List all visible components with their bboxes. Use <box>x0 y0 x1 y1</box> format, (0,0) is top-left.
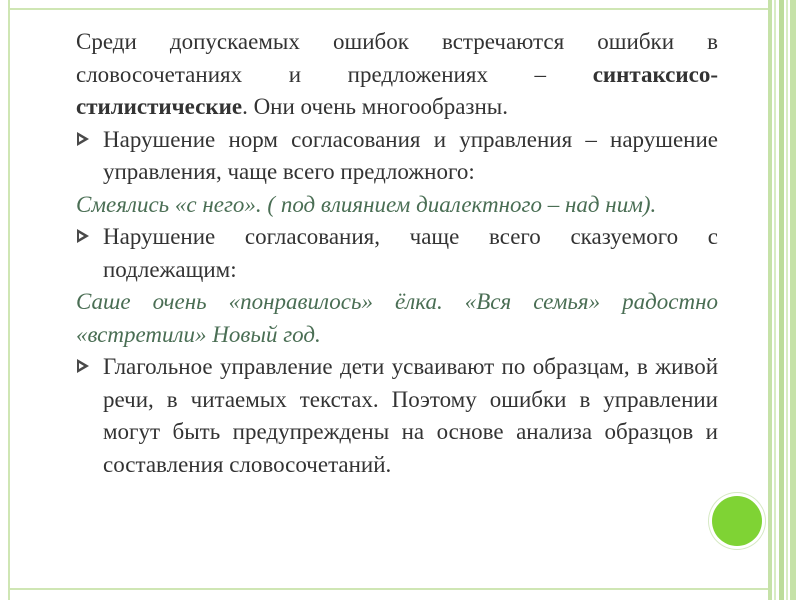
bullet-text: Глагольное управление дети усваивают по образцам, в живой речи, в читаемых текстах. Поэтому ошибки в управлении могут быть предупреждены на основе анализа образцов и составления словосочетаний. <box>103 354 718 477</box>
slide-content <box>76 26 718 481</box>
decorative-stripe <box>779 0 784 600</box>
intro-text: Среди допускаемых ошибок встречаются ошибки в словосочетаниях и предложениях – <box>76 29 718 87</box>
decorative-stripe <box>768 0 772 600</box>
intro-bold-term: синтаксисо-стилистические <box>76 61 718 119</box>
decorative-stripe <box>790 0 796 600</box>
frame-line-top <box>8 8 772 10</box>
arrow-bullet-icon <box>77 132 89 146</box>
decorative-stripe <box>786 0 788 600</box>
decorative-stripe <box>774 0 776 600</box>
bullet-text: Нарушение согласования, чаще всего сказуемого с подлежащим: <box>103 224 718 282</box>
arrow-bullet-icon <box>77 359 89 373</box>
bullet-item <box>76 124 718 189</box>
example-text: Смеялись «с него». ( под влиянием диалектного – над ним). <box>76 191 657 217</box>
intro-text-end: . Они очень многообразны. <box>242 94 508 119</box>
intro-paragraph <box>76 26 718 124</box>
bullet-item <box>76 221 718 286</box>
example-text: Саше очень «понравилось» ёлка. «Вся семья» радостно «встретили» Новый год. <box>76 289 718 347</box>
bullet-text: Нарушение норм согласования и управления – нарушение управления, чаще всего предложного: <box>103 126 718 184</box>
frame-line-bottom <box>8 588 772 590</box>
bullet-item <box>76 351 718 481</box>
frame-line-left <box>8 0 10 600</box>
arrow-bullet-icon <box>77 229 89 243</box>
green-circle-icon <box>712 496 762 546</box>
